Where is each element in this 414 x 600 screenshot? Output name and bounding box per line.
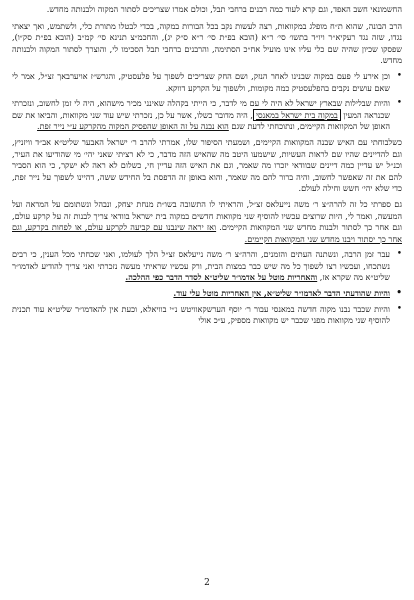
boxed-mikveh-name: במקוה בית ישראל במאנסי xyxy=(253,109,341,121)
bullet-paragraph-2: • והיות שבלילות שבארץ ישראל לא היה לי עם מי לדבר, כי הייתי בקהלה שאינני מכיר מישהוא, היה לי זמן לחשוב, ונזכרתי שכנראה המעין במקוה בית ישראל במאנסי, היה מדובר כשלו, אשר על כן, נזכרתי שיש עוד שני מקוואות, והביאו את שם האופן של המקוואות הקיימים, ונתוכחתי לדעת שגם הוא נבנה על זה האופן שהפסיק המקוה מהקרקע ע״י נייר זפת. xyxy=(12,98,402,133)
bullet-paragraph-3 xyxy=(12,249,402,284)
bullet-paragraph-5: • והיות שכבר נבנו מקוה חדשה במאנסי עבור ר׳ יוסף הערשקאוויטש נ״י בוויאלא, וכעת אין להאדמו״ר שליט״א עוד תכנית להוסיף שני מקוואות מפני שכבר יש מקוואות מספיק, ע״כ אולי xyxy=(12,304,402,327)
paragraph-1: הרב הבונה, שהוא ת״ח מופלג במקוואות, רצה לעשות נקב בכל הבורות במקוה, בכדי לבטלו מתורת כלי, ולשתמש, ואך יצאתי נגדו, שזה נגד רעקיא״ר ויו״ד בתשו׳ סי׳ ר״א (הובא בפ״ת סי׳ ר״א ס״ק יג), והחכמ״צ תנינא סי׳ קמ״ב (הובא בפ״ת סק״ו), שפסקו שכיון שהיה שם כלי עליו אינו מועיל אח״כ הסתימה, והרבנים ברחבי תבל הסכימו לי, והוצרך לסתור המקוה ולבנותה מחדש. xyxy=(12,20,402,66)
bullet-2-underlined: הוא נבנה על זה האופן שהפסיק המקוה מהקרקע ע״י נייר זפת. xyxy=(37,121,229,132)
paragraph-2: כשלבוחתי עם האיש שבנה המקוואות הקיימים, ושמעתי הסיפור שלו, אמרתי להרב ר׳ ישראל האבער שליט״א אב״ד וויזניץ, וגם להדיינים שהיו שם לראות העשיות, שישמעו היטב מה שהאיש הזה מדבר, כי לא רציתי שאני יהי׳ מי שהודיעו את העיר, וכנ״ל יש עדיין כמה דיינים שבוודאי יזכרו מה שאמר, וגם את האיש הזה עדיין חי, כשלום לא ראה לא ישקר, כי הוא הסביר להם את זה שאפשר לחשוב, והיה ברור להם מה שאמר, והוא באופן זה הדפסת בל החידש ששה, דהיינו לשפוך על נייר זפת, כדי שלא יהי׳ חשש וחילה לעולם. xyxy=(12,136,402,194)
bullet-2-text-start: והיות שבלילות שבארץ ישראל לא היה לי עם מי לדבר, כי הייתי בקהלה שאינני מכיר מישהוא, היה לי זמן לחשוב, ונזכרתי שכנראה המעין xyxy=(12,98,391,120)
bullet-3-emphasis: והאחריות מוטל על אדמו״ר שליט״א לסדר הדבר כפי ההלכה. xyxy=(125,272,318,283)
top-paragraph: החשמונאי חשב האפד, וגם קרא לעוד כמה רבנים ברחבי תבל, וכולם אמרו שצריכים לסתור המקוה ולבנותה מחדש. xyxy=(46,4,402,14)
page-number: 2 xyxy=(204,578,210,589)
bullet-paragraph-1: • וכן אירע לי פעם במקוה שבנינו לאחר הנזק, ושם החק שצריכים לשפוך על פלעסטיק, והגרש״ז אויערבאך זצ״ל, אמר לי שאם עושים נקבים בהפלעסטיק כמה מקומות, ולשפוך על הקרקע דווקא. xyxy=(12,71,402,94)
bullet-3-text: עבר זמן הרבה, ונשתנה העתים והזמנים, והרה״צ ר׳ משה נייעלאס זצ״ל הלך לעולמו, ואני שכחתי מכל הענין, כי רבים נשתכחו, ועכשיו רצו לשפוך כל מה שיש כבר במצות הבית, ורק עכשיו שראיתי מעשה נזכרתי ואני צריך להודיע לאדמו״ר שליט״א מה שקרא אז, xyxy=(12,249,390,283)
paragraph-3 xyxy=(12,199,402,245)
bullet-paragraph-4: • והיות שהודעתי הדבר לאדמו״ר שליט״א, אין האחריות מוטל עלי עוד. xyxy=(12,288,402,300)
paragraph-3-underlined: ואז יראה שינבנו עם קביעה לקרקע עולם, או לפחות בקרקע, וגם אחר כך יסתור ויבנו מחדש שני המקוואות הקיימים. xyxy=(12,222,402,244)
paragraph-3-text: גם ספרתי כל זה להרה״צ ר׳ משה נייעלאס זצ״ל, והראיתי לו התשובה בשו״ת מנחת יצחק, ונבהל ונשתומם על המראה ועל המעשה, ואמר לי, היות שרוצים עכשיו להוסיף שני מקוואות חדשים במקוה בית ישראל בוודאי צריך לבנות זה על קרקע עולם, וגם אחר כך לסתור ולבנות מחדש שני המקוואות הקיימים. xyxy=(12,198,402,233)
bullet-2-text-middle: היה מדובר כשלו, אשר על כן, נזכרתי שיש עוד שני מקוואות, והביאו את שם האופן של המקוואות הקיימים, ונתוכחתי לדעת שגם xyxy=(12,109,390,132)
